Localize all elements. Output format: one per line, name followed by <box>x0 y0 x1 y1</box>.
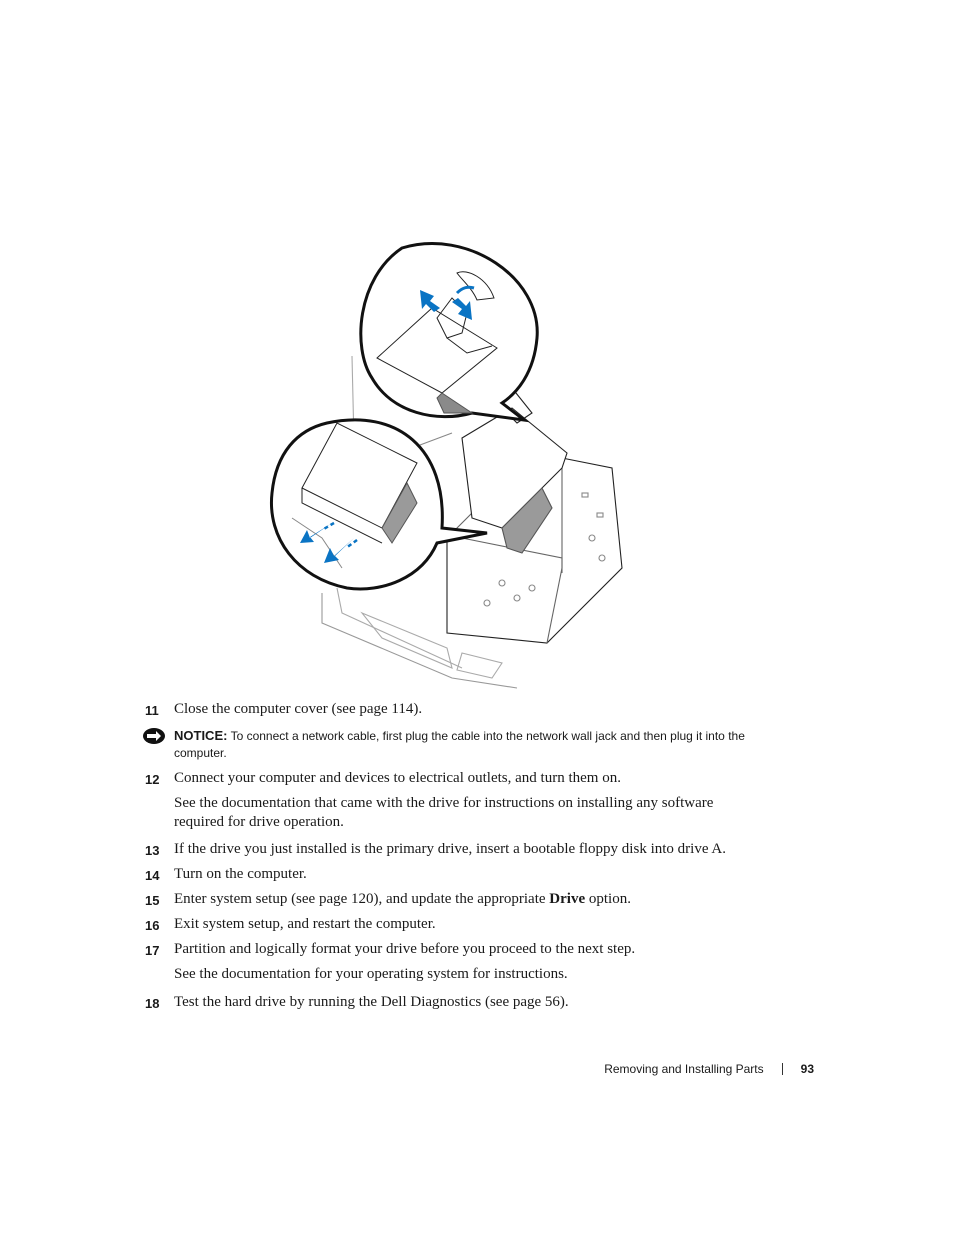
page-footer <box>604 1062 814 1076</box>
step-text: If the drive you just installed is the primary drive, insert a bootable floppy disk into drive A. <box>174 841 726 857</box>
step-text: Partition and logically format your drive before you proceed to the next step. <box>174 941 636 957</box>
step-text: Exit system setup, and restart the computer. <box>174 916 436 932</box>
step-text: Connect your computer and devices to electrical outlets, and turn them on. <box>174 770 621 786</box>
step-12-note: See the documentation that came with the drive for instructions on installing any software required for drive operation. <box>174 795 714 830</box>
drive-option-label: Drive <box>549 891 586 907</box>
step-number: 17 <box>145 943 160 958</box>
left-callout <box>271 420 487 589</box>
step-18 <box>145 993 785 1012</box>
step-text: Close the computer cover (see page 114). <box>174 701 423 717</box>
notice-body: To connect a network cable, first plug the cable into the network wall jack and then plug it into the computer. <box>174 729 745 760</box>
step-12 <box>145 769 785 788</box>
step-number: 15 <box>145 893 160 908</box>
step-number: 12 <box>145 772 160 787</box>
step-number: 14 <box>145 868 160 883</box>
step-16 <box>145 915 785 934</box>
step-17 <box>145 940 785 959</box>
step-number: 18 <box>145 996 160 1011</box>
drive-installation-illustration <box>262 238 642 693</box>
step-15 <box>145 890 785 909</box>
step-13 <box>145 840 785 859</box>
step-number: 16 <box>145 918 160 933</box>
step-text-part: option. <box>585 891 631 907</box>
step-number: 13 <box>145 843 160 858</box>
footer-section-title: Removing and Installing Parts <box>604 1062 764 1076</box>
step-text <box>174 890 785 909</box>
step-14 <box>145 865 785 884</box>
footer-separator <box>782 1063 783 1075</box>
step-text: Turn on the computer. <box>174 866 307 882</box>
page-number: 93 <box>800 1062 814 1076</box>
notice-icon <box>142 727 166 745</box>
notice-box <box>142 727 782 762</box>
step-17-note: See the documentation for your operating system for instructions. <box>174 966 568 982</box>
step-text-part: Enter system setup (see page 120), and update the appropriate <box>174 891 550 907</box>
notice-label: NOTICE: <box>174 728 228 743</box>
drive-illustration-svg <box>262 238 642 693</box>
notice-text <box>174 727 782 762</box>
step-11 <box>145 700 785 719</box>
step-text: Test the hard drive by running the Dell Diagnostics (see page 56). <box>174 994 569 1010</box>
top-callout <box>361 244 537 420</box>
step-number: 11 <box>145 703 159 718</box>
